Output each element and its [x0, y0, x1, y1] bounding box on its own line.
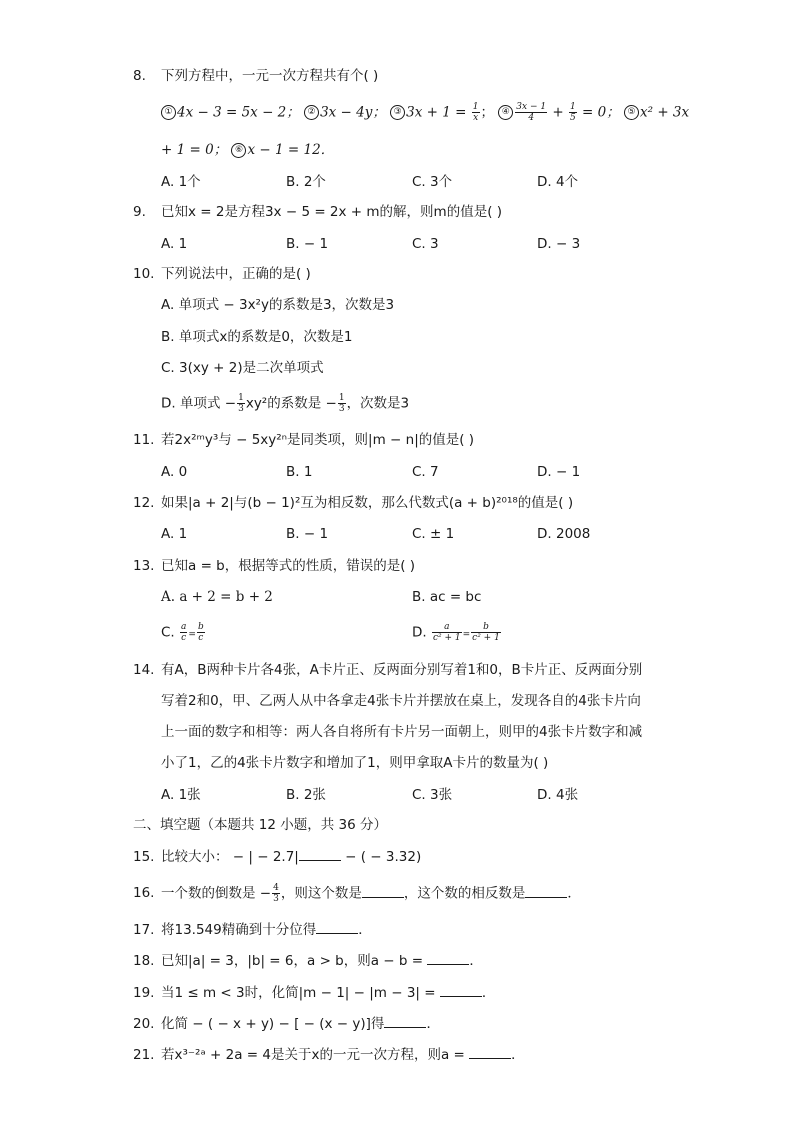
option-d[interactable]: [412, 622, 502, 645]
option-c[interactable]: [161, 622, 206, 645]
question-number: 20.: [133, 1016, 155, 1032]
question-stem-line: 小了1，乙的4张卡片数字和增加了1，则甲拿取A卡片的数量为( ): [161, 755, 549, 771]
denominator: c: [181, 633, 187, 643]
question-number: 9.: [133, 204, 146, 220]
question-number: 21.: [133, 1047, 155, 1063]
question-number: 14.: [133, 662, 155, 678]
option-text: D. 单项式 −: [161, 395, 237, 412]
fraction: [197, 622, 205, 643]
question-text: − ( − 3.32): [340, 849, 422, 865]
question-text: ．: [358, 922, 372, 938]
option-label: D.: [412, 624, 427, 641]
separator: ；: [480, 104, 494, 121]
denominator: c² + 1: [432, 633, 461, 643]
question-text: 化简 − ( − x + y) − [ − (x − y)]得: [161, 1016, 385, 1032]
equals-sign: =: [188, 629, 196, 640]
question-number: 11.: [133, 432, 155, 448]
question-text: 当1 ≤ m < 3时，化简|m − 1| − |m − 3| =: [161, 985, 440, 1001]
answer-blank[interactable]: [525, 885, 567, 898]
option-b[interactable]: B. − 1: [286, 526, 329, 542]
option-a[interactable]: A. a + 2 = b + 2: [161, 589, 273, 605]
option-b[interactable]: B. ac = bc: [412, 589, 482, 605]
equals-sign: =: [462, 629, 471, 640]
denominator: c: [198, 633, 204, 643]
option-c[interactable]: C. 3个: [412, 174, 453, 190]
fraction: [432, 622, 462, 643]
option-a[interactable]: A. 单项式 − 3x²y的系数是3，次数是3: [161, 297, 395, 313]
option-d[interactable]: [161, 393, 409, 414]
question-number: 19.: [133, 985, 155, 1001]
denominator: 3: [273, 894, 279, 904]
equation: 3x + 1 =: [406, 104, 471, 121]
option-b[interactable]: B. 2个: [286, 174, 326, 190]
option-c[interactable]: C. 3(xy + 2)是二次单项式: [161, 360, 324, 376]
equation: + 1 = 0；: [161, 142, 228, 158]
numerator: a: [432, 622, 462, 633]
question-text: ．: [481, 985, 496, 1001]
question-stem: 已知a = b，根据等式的性质，错误的是( ): [161, 558, 416, 574]
numerator: 3x − 1: [516, 102, 547, 112]
option-d[interactable]: D. − 3: [537, 236, 581, 252]
numerator: b: [471, 622, 501, 633]
numerator: 1: [472, 102, 479, 112]
question-number: 18.: [133, 953, 155, 969]
denominator: 3: [238, 404, 244, 414]
option-b[interactable]: B. 单项式x的系数是0，次数是1: [161, 329, 353, 345]
circled-number: ③: [390, 105, 405, 120]
equation: x − 1 = 12．: [247, 142, 335, 158]
option-c[interactable]: C. ± 1: [412, 526, 455, 542]
denominator: 4: [528, 113, 535, 123]
option-a[interactable]: A. 1张: [161, 787, 201, 803]
denominator: 5: [570, 113, 576, 123]
option-d[interactable]: D. − 1: [537, 464, 581, 480]
circled-number: ⑥: [231, 143, 246, 158]
option-b[interactable]: B. − 1: [286, 236, 329, 252]
question-stem-line: 上一面的数字和相等：两人各自将所有卡片另一面朝上，则甲的4张卡片数字和减: [161, 724, 643, 740]
option-a[interactable]: A. 1: [161, 236, 188, 252]
option-a[interactable]: A. 1个: [161, 174, 201, 190]
fraction: [180, 622, 187, 643]
option-c[interactable]: C. 3: [412, 236, 439, 252]
circled-number: ④: [498, 105, 513, 120]
circled-number: ②: [304, 105, 319, 120]
question-text: 将13.549精确到十分位得: [161, 922, 317, 938]
question-text: ．: [567, 885, 581, 902]
question-text: 若x³⁻²ᵃ + 2a = 4是关于x的一元一次方程，则a =: [161, 1047, 470, 1063]
fraction: [338, 393, 346, 414]
question-number: 13.: [133, 558, 155, 574]
question-text: 一个数的倒数是 −: [161, 885, 272, 902]
question-number: 16.: [133, 885, 155, 901]
fraction: [569, 102, 577, 123]
question-text: ．: [469, 953, 483, 969]
option-c[interactable]: C. 7: [412, 464, 439, 480]
equation: 4x − 3 = 5x − 2；: [177, 104, 300, 121]
equation: = 0；: [577, 104, 620, 121]
option-d[interactable]: D. 4个: [537, 174, 579, 190]
numerator: a: [181, 622, 187, 632]
numerator: b: [197, 622, 204, 632]
denominator: c² + 1: [472, 633, 500, 643]
question-number: 15.: [133, 849, 155, 865]
option-b[interactable]: B. 2张: [286, 787, 326, 803]
question-stem-line: 有A，B两种卡片各4张，A卡片正、反两面分别写着1和0，B卡片正、反两面分别: [161, 662, 643, 678]
fraction: [272, 883, 280, 904]
answer-blank[interactable]: [427, 952, 469, 965]
option-d[interactable]: D. 2008: [537, 526, 591, 542]
equation: 3x − 4y；: [320, 104, 386, 121]
option-text: xy²的系数是 −: [245, 395, 337, 412]
question-stem: 下列方程中，一元一次方程共有个( ): [161, 68, 379, 84]
option-c[interactable]: C. 3张: [412, 787, 453, 803]
equation: x² + 3x: [640, 104, 690, 121]
numerator: 1: [238, 393, 244, 403]
question-stem-line: 写着2和0，甲、乙两人从中各拿走4张卡片并摆放在桌上，发现各自的4张卡片向: [161, 693, 641, 709]
numerator: 1: [570, 102, 576, 112]
circled-number: ⑤: [624, 105, 639, 120]
question-text: 已知|a| = 3，|b| = 6，a > b，则a − b =: [161, 953, 428, 969]
question-stem: 如果|a + 2|与(b − 1)²互为相反数，那么代数式(a + b)²⁰¹⁸的值是( ): [161, 495, 574, 511]
numerator: 1: [338, 393, 345, 403]
question-text: ，这个数的相反数是: [403, 885, 526, 902]
question-number: 17.: [133, 922, 155, 938]
option-text: ，次数是3: [346, 395, 410, 412]
option-a[interactable]: A. 0: [161, 464, 188, 480]
question-8-equations-line: [161, 102, 689, 123]
question-8-equations-line-2: [161, 140, 334, 160]
option-a[interactable]: A. 1: [161, 526, 188, 542]
fraction: [471, 622, 501, 643]
question-stem: 已知x = 2是方程3x − 5 = 2x + m的解，则m的值是( ): [161, 204, 503, 220]
denominator: 3: [338, 404, 345, 414]
question-text: 比较大小： − | − 2.7|: [161, 849, 299, 865]
question-stem: 下列说法中，正确的是( ): [161, 266, 311, 282]
question-text: ．: [511, 1047, 525, 1063]
question-text: ，则这个数是: [280, 885, 362, 902]
question-number: 8.: [133, 68, 146, 84]
fraction: [237, 393, 245, 414]
answer-blank[interactable]: [469, 1046, 511, 1059]
fraction: [515, 102, 547, 123]
option-b[interactable]: B. 1: [286, 464, 313, 480]
denominator: x: [473, 113, 479, 123]
answer-blank[interactable]: [362, 885, 404, 898]
section-title: 二、填空题（本题共 12 小题，共 36 分）: [133, 817, 388, 833]
question-stem: 若2x²ᵐy³与 − 5xy²ⁿ是同类项，则|m − n|的值是( ): [161, 432, 475, 448]
answer-blank[interactable]: [384, 1015, 426, 1028]
numerator: 4: [273, 883, 279, 893]
circled-number: ①: [161, 105, 176, 120]
option-label: C.: [161, 624, 175, 641]
answer-blank[interactable]: [316, 921, 358, 934]
fraction: [472, 102, 480, 123]
question-number: 12.: [133, 495, 155, 511]
equation: +: [548, 104, 568, 121]
answer-blank[interactable]: [440, 984, 482, 997]
option-d[interactable]: D. 4张: [537, 787, 579, 803]
question-number: 10.: [133, 266, 155, 282]
answer-blank[interactable]: [299, 848, 341, 861]
question-text: ．: [426, 1016, 440, 1032]
